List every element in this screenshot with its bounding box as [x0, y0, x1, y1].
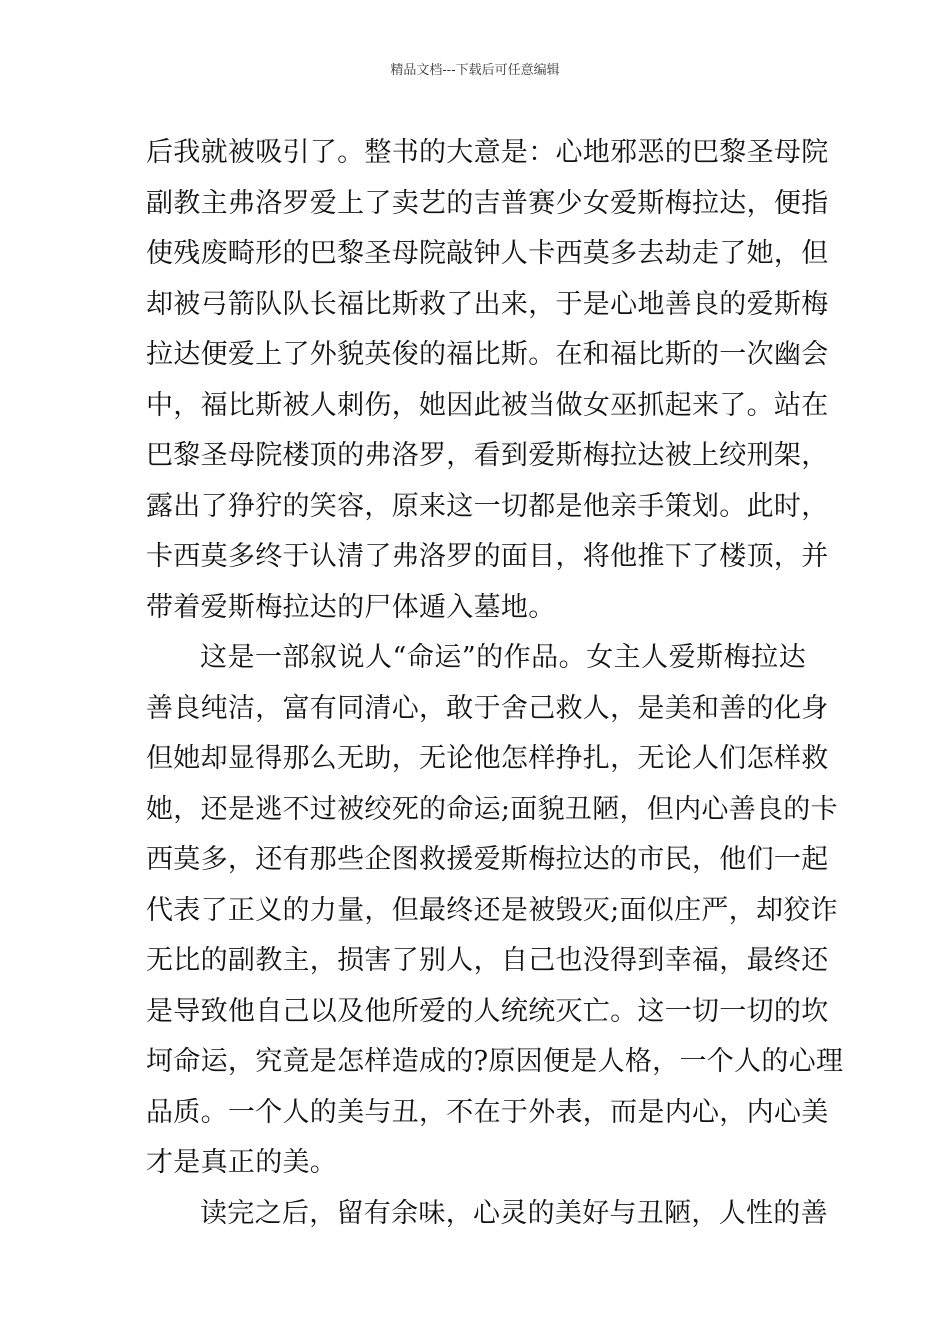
text-line: 无比的副教主，损害了别人，自己也没得到幸福，最终还: [146, 945, 829, 976]
text-line: 善良纯洁，富有同清心，敢于舍己救人，是美和善的化身: [146, 692, 829, 724]
text-line: 后我就被吸引了。整书的大意是：心地邪恶的巴黎圣母院: [146, 137, 829, 168]
text-line: 是导致他自己以及他所爱的人统统灭亡。这一切一切的坎: [146, 995, 829, 1027]
text-line: 西莫多，还有那些企图救援爱斯梅拉达的市民，他们一起: [146, 844, 829, 875]
text-line: 代表了正义的力量，但最终还是被毁灭;面似庄严，却狡诈: [146, 894, 838, 926]
paragraph: [146, 633, 844, 1189]
text-line: 中，福比斯被人刺伤，她因此被当做女巫抓起来了。站在: [146, 389, 829, 421]
text-line: 拉达便爱上了外貌英俊的福比斯。在和福比斯的一次幽会: [146, 339, 829, 370]
text-line: 副教主弗洛罗爱上了卖艺的吉普赛少女爱斯梅拉达，便指: [146, 187, 829, 219]
text-line: 读完之后，留有余味，心灵的美好与丑陋，人性的善: [200, 1197, 828, 1229]
text-line: 但她却显得那么无助，无论他怎样挣扎，无论人们怎样救: [146, 743, 829, 774]
document-body: [146, 128, 844, 1239]
paragraph: [146, 128, 829, 633]
text-line: 这是一部叙说人“命运”的作品。女主人爱斯梅拉达: [200, 642, 806, 673]
text-line: 卡西莫多终于认清了弗洛罗的面目，将他推下了楼顶，并: [146, 541, 829, 572]
text-line: 带着爱斯梅拉达的尸体遁入墓地。: [146, 591, 556, 623]
text-line: 巴黎圣母院楼顶的弗洛罗，看到爱斯梅拉达被上绞刑架，: [146, 440, 829, 471]
text-line: 才是真正的美。: [146, 1147, 338, 1178]
text-line: 露出了狰狞的笑容，原来这一切都是他亲手策划。此时，: [146, 490, 829, 522]
text-line: 使残废畸形的巴黎圣母院敲钟人卡西莫多去劫走了她，但: [146, 238, 829, 269]
text-line: 品质。一个人的美与丑，不在于外表，而是内心，内心美: [146, 1096, 829, 1128]
text-line: 却被弓箭队队长福比斯救了出来，于是心地善良的爱斯梅: [146, 288, 829, 320]
text-line: 坷命运，究竟是怎样造成的?原因便是人格，一个人的心理: [146, 1046, 844, 1077]
paragraph: [146, 1189, 828, 1240]
text-line: 她，还是逃不过被绞死的命运;面貌丑陋，但内心善良的卡: [146, 793, 838, 825]
page-header: 精品文档---下载后可任意编辑: [390, 63, 560, 78]
